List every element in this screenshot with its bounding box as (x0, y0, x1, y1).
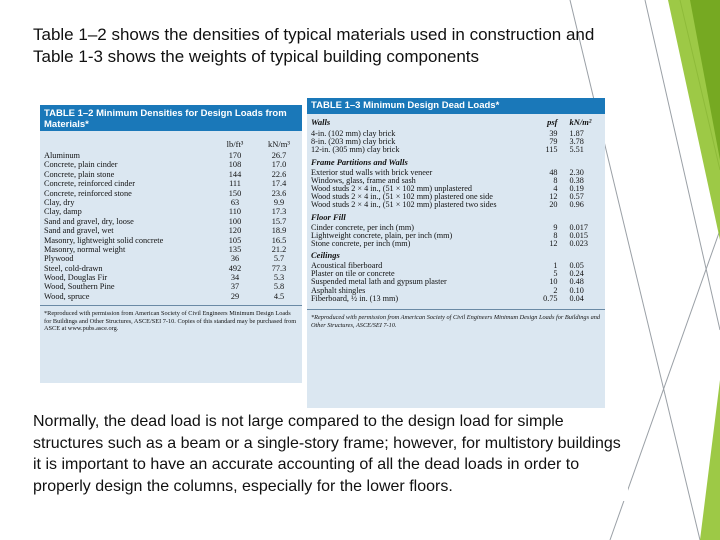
cell-material: Wood, spruce (44, 291, 90, 301)
cell-value-si: 17.3 (271, 207, 287, 217)
cell-value-us: 12 (549, 238, 558, 248)
cell-value-us: 1 (553, 261, 558, 271)
table-row (40, 264, 302, 273)
cell-value-us: 492 (228, 263, 242, 273)
table-row (307, 270, 605, 278)
cell-value-si: 0.19 (569, 183, 584, 193)
table-row (307, 262, 605, 270)
cell-material: Wood studs 2 × 4 in., (51 × 102 mm) plastered two sides (311, 201, 497, 210)
cell-value-si: 0.015 (569, 230, 588, 240)
cell-material: Wood studs 2 × 4 in., (51 × 102 mm) unplastered (311, 184, 472, 193)
cell-value-us: 12 (549, 192, 558, 202)
table-1-3-body (307, 114, 605, 303)
table-row (40, 179, 302, 188)
col-header-kn-m2: kN/m² (569, 117, 592, 127)
cell-value-us: 79 (549, 137, 558, 147)
cell-value-us: 2 (553, 285, 558, 295)
cell-value-si: 15.7 (271, 216, 287, 226)
cell-material: Concrete, plain stone (44, 169, 115, 179)
cell-value-si: 0.96 (569, 200, 584, 210)
cell-value-us: 48 (549, 167, 558, 177)
cell-value-si: 17.4 (271, 179, 287, 189)
cell-value-us: 29 (230, 291, 240, 301)
cell-value-us: 110 (228, 207, 242, 217)
cell-value-si: 0.04 (569, 293, 584, 303)
cell-value-si: 3.78 (569, 137, 584, 147)
table-row (40, 236, 302, 245)
table-row (307, 130, 605, 138)
cell-value-si: 0.05 (569, 261, 584, 271)
cell-material: Suspended metal lath and gypsum plaster (311, 278, 447, 287)
cell-material: Concrete, reinforced cinder (44, 179, 135, 189)
cell-value-us: 36 (230, 254, 240, 264)
cell-material: 12-in. (305 mm) clay brick (311, 146, 400, 155)
cell-material: 8-in. (203 mm) clay brick (311, 138, 396, 147)
cell-value-us: 108 (228, 160, 242, 170)
table-row (40, 198, 302, 207)
table-row (40, 207, 302, 216)
cell-material: Wood, Douglas Fir (44, 273, 108, 283)
table-row (307, 138, 605, 146)
cell-value-si: 1.87 (569, 129, 584, 138)
cell-value-si: 77.3 (271, 263, 287, 273)
table-row (40, 273, 302, 282)
cell-value-us: 5 (553, 269, 558, 279)
cell-value-us: 150 (228, 188, 242, 198)
table-row (40, 254, 302, 263)
table-1-2-title: TABLE 1–2 Minimum Densities for Design Loads from Materials* (40, 105, 302, 131)
cell-value-si: 18.9 (271, 226, 287, 236)
section-header-row (307, 114, 605, 130)
cell-value-us: 8 (553, 230, 558, 240)
table-row (40, 217, 302, 226)
cell-material: Sand and gravel, wet (44, 226, 114, 236)
cell-material: Stone concrete, per inch (mm) (311, 239, 411, 248)
cell-material: Aluminum (44, 151, 80, 160)
cell-value-us: 120 (228, 226, 242, 236)
table-row (307, 278, 605, 286)
cell-value-us: 37 (230, 282, 240, 292)
cell-value-si: 5.51 (569, 145, 584, 155)
cell-material: Concrete, plain cinder (44, 160, 118, 170)
cell-value-si: 0.48 (569, 277, 584, 287)
cell-material: Clay, dry (44, 197, 75, 207)
cell-value-us: 135 (228, 244, 242, 254)
cell-material: Exterior stud walls with brick veneer (311, 168, 433, 177)
table-1-2-body (40, 151, 302, 301)
cell-material: Wood, Southern Pine (44, 282, 115, 292)
table-1-3 (307, 98, 605, 408)
cell-value-si: 9.9 (273, 197, 285, 207)
table-row (40, 160, 302, 169)
cell-material: Sand and gravel, dry, loose (44, 216, 134, 226)
cell-material: Concrete, reinforced stone (44, 188, 132, 198)
cell-material: Lightweight concrete, plain, per inch (mm) (311, 231, 453, 240)
col-header-lb-ft3: lb/ft³ (226, 139, 244, 149)
col-header-kn-m3: kN/m³ (268, 139, 290, 149)
section-title: Ceilings (311, 250, 340, 261)
cell-value-us: 8 (553, 175, 558, 185)
cell-value-si: 5.7 (273, 254, 285, 264)
table-row (307, 232, 605, 240)
cell-value-us: 20 (549, 200, 558, 210)
cell-value-si: 0.57 (569, 192, 584, 202)
cell-value-si: 2.30 (569, 167, 584, 177)
section-title: Frame Partitions and Walls (311, 156, 408, 167)
cell-material: Masonry, normal weight (44, 244, 126, 254)
cell-value-us: 111 (229, 179, 241, 189)
table-row (307, 177, 605, 185)
cell-value-si: 21.2 (271, 244, 287, 254)
cell-material: Windows, glass, frame and sash (311, 176, 416, 185)
col-header-psf: psf (547, 117, 558, 127)
cell-value-us: 170 (228, 151, 242, 160)
cell-value-us: 144 (228, 169, 242, 179)
cell-value-us: 34 (230, 273, 240, 283)
closing-paragraph: Normally, the dead load is not large compared to the design load for simple structures such as a beam or a single-story frame; however, for multistory buildings it is important to have an accurate accounting of all the dead loads in order to properly design the columns, especially for the lower floors. (33, 409, 628, 501)
cell-material: Plywood (44, 254, 74, 264)
cell-value-si: 0.017 (569, 222, 588, 232)
table-row (307, 146, 605, 154)
table-1-3-footnote: *Reproduced with permission from American Society of Civil Engineers Minimum Design Loads for Buildings and Other Structures, ASCE/SEI 7-10. (307, 309, 605, 329)
intro-paragraph: Table 1–2 shows the densities of typical materials used in construction and Table 1-3 shows the weights of typical building components (33, 25, 595, 66)
cell-value-si: 26.7 (271, 151, 287, 160)
cell-material: Cinder concrete, per inch (mm) (311, 223, 414, 232)
cell-material: Wood studs 2 × 4 in., (51 × 102 mm) plastered one side (311, 193, 493, 202)
cell-value-us: 105 (228, 235, 242, 245)
table-row (40, 245, 302, 254)
cell-value-si: 17.0 (271, 160, 287, 170)
table-row (40, 226, 302, 235)
cell-value-us: 9 (553, 222, 558, 232)
table-row (307, 240, 605, 248)
cell-value-us: 100 (228, 216, 242, 226)
table-row (307, 185, 605, 193)
cell-value-us: 4 (553, 183, 558, 193)
table-1-2-column-headers (40, 137, 302, 151)
cell-material: Masonry, lightweight solid concrete (44, 235, 164, 245)
section-title: Floor Fill (311, 211, 346, 222)
cell-material: Plaster on tile or concrete (311, 270, 395, 279)
table-1-2 (40, 105, 302, 383)
cell-value-us: 63 (230, 197, 240, 207)
cell-value-si: 0.10 (569, 285, 584, 295)
cell-value-si: 4.5 (273, 291, 285, 301)
section-title: Walls (311, 117, 331, 127)
table-row (40, 292, 302, 301)
cell-material: 4-in. (102 mm) clay brick (311, 130, 396, 138)
cell-value-si: 0.38 (569, 175, 584, 185)
table-row (40, 170, 302, 179)
cell-value-si: 23.6 (271, 188, 287, 198)
cell-material: Clay, damp (44, 207, 82, 217)
table-row (307, 295, 605, 303)
table-row (307, 201, 605, 209)
table-1-2-footnote: *Reproduced with permission from American Society of Civil Engineers Minimum Design Loads for Buildings and Other Structures, ASCE/SEI 7-10. Copies of this standard may be purchased from ASCE at www.pubs.asce.org. (40, 305, 302, 333)
table-row (40, 189, 302, 198)
cell-material: Asphalt shingles (311, 286, 366, 295)
cell-value-si: 0.24 (569, 269, 584, 279)
cell-value-si: 5.8 (273, 282, 285, 292)
table-row (307, 224, 605, 232)
cell-material: Steel, cold-drawn (44, 263, 103, 273)
table-row (40, 282, 302, 291)
cell-value-us: 115 (545, 145, 558, 155)
table-row (307, 287, 605, 295)
table-row (307, 193, 605, 201)
cell-value-us: 10 (549, 277, 558, 287)
cell-value-si: 0.023 (569, 238, 588, 248)
cell-material: Acoustical fiberboard (311, 262, 383, 271)
cell-value-us: 0.75 (543, 293, 558, 303)
table-row (40, 151, 302, 160)
table-1-3-title: TABLE 1–3 Minimum Design Dead Loads* (307, 98, 605, 114)
cell-value-si: 22.6 (271, 169, 287, 179)
cell-value-si: 5.3 (273, 273, 285, 283)
cell-value-si: 16.5 (271, 235, 287, 245)
cell-material: Fiberboard, ½ in. (13 mm) (311, 294, 399, 303)
cell-value-us: 39 (549, 129, 558, 138)
table-row (307, 169, 605, 177)
